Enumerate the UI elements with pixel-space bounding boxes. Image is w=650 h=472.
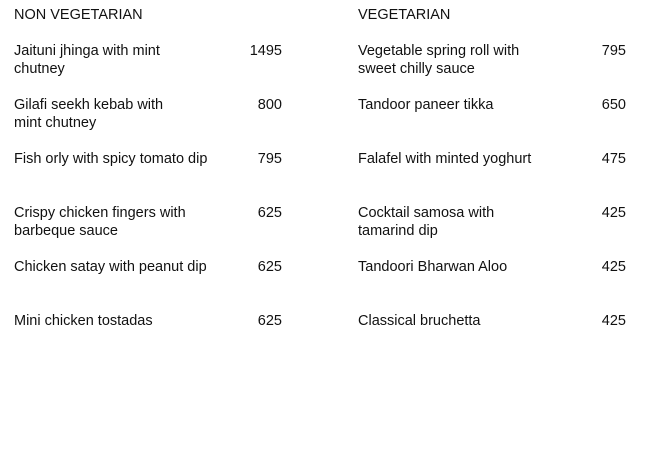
item-name: Mini chicken tostadas: [14, 313, 153, 329]
item-price: 795: [601, 43, 626, 59]
item-name: Fish orly with spicy tomato dip: [14, 151, 208, 167]
item-price: 425: [601, 259, 626, 275]
item-name: Crispy chicken fingers with barbeque sauce: [14, 205, 186, 239]
item-name: Jaituni jhinga with mint chutney: [14, 43, 160, 77]
item-price: 425: [601, 313, 626, 329]
item-name: Chicken satay with peanut dip: [14, 259, 207, 275]
item-price: 625: [257, 313, 282, 329]
menu-item: [358, 96, 628, 150]
non-vegetarian-section: [14, 6, 284, 366]
vegetarian-heading: VEGETARIAN: [358, 7, 451, 23]
menu-item: [358, 312, 628, 366]
item-price: 1495: [249, 43, 282, 59]
item-name: Cocktail samosa with tamarind dip: [358, 205, 495, 239]
menu-item: [14, 312, 284, 366]
menu-item: [358, 150, 628, 204]
item-price: 795: [257, 151, 282, 167]
item-name: Tandoori Bharwan Aloo: [358, 259, 508, 275]
item-price: 425: [601, 205, 626, 221]
item-name: Gilafi seekh kebab with mint chutney: [14, 97, 164, 131]
item-name: Vegetable spring roll with sweet chilly sauce: [358, 43, 520, 77]
menu-item: [14, 150, 284, 204]
menu-item: [14, 96, 284, 150]
menu-item: [358, 204, 628, 258]
item-price: 625: [257, 259, 282, 275]
item-price: 625: [257, 205, 282, 221]
item-price: 800: [257, 97, 282, 113]
vegetarian-section: [358, 6, 628, 366]
menu-item: [14, 204, 284, 258]
menu-item: [14, 42, 284, 96]
item-name: Falafel with minted yoghurt: [358, 151, 532, 167]
non-vegetarian-heading: NON VEGETARIAN: [14, 7, 143, 23]
item-name: Classical bruchetta: [358, 313, 481, 329]
menu-item: [358, 42, 628, 96]
item-price: 650: [601, 97, 626, 113]
item-price: 475: [601, 151, 626, 167]
menu-item: [14, 258, 284, 312]
item-name: Tandoor paneer tikka: [358, 97, 494, 113]
menu-item: [358, 258, 628, 312]
